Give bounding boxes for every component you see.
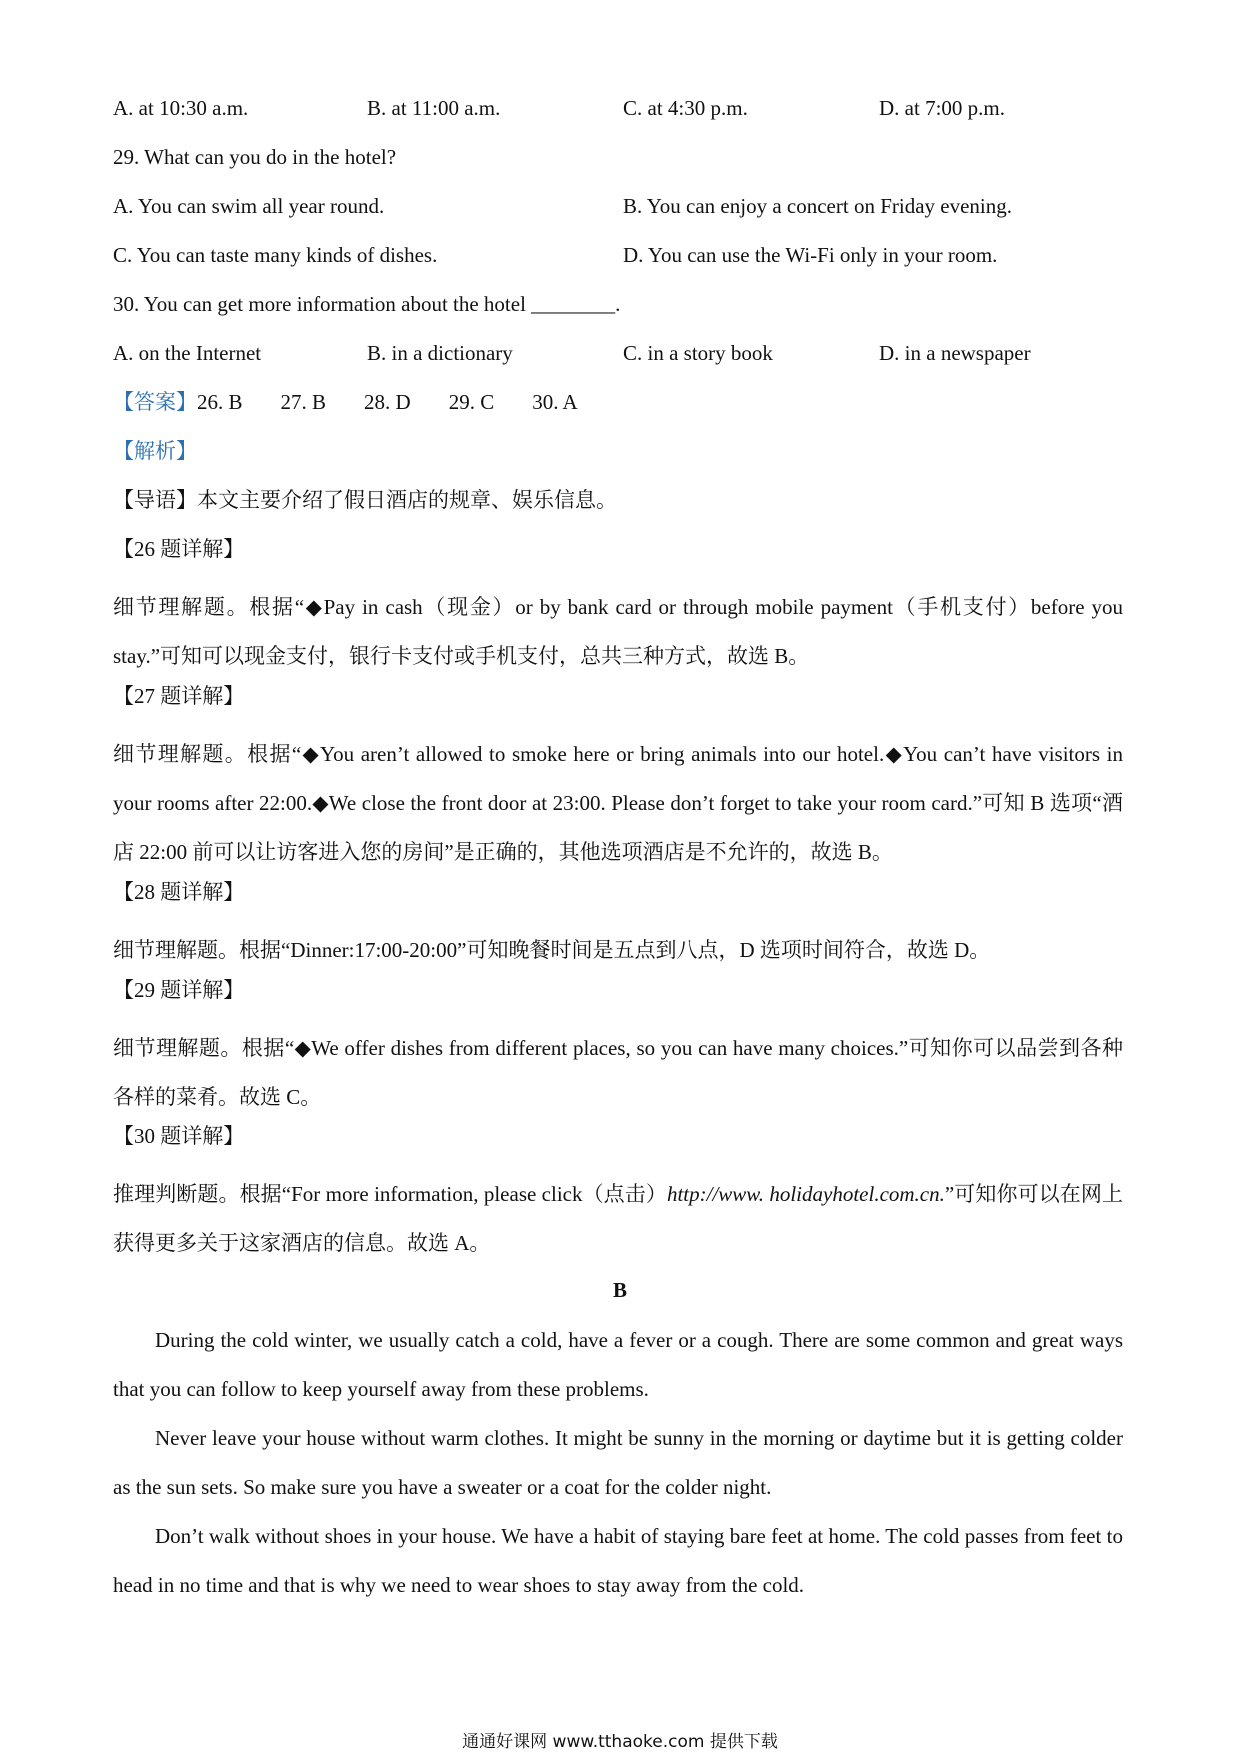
answer-item: 29. C bbox=[448, 390, 495, 414]
answer-item: 30. A bbox=[532, 390, 578, 414]
q28-option-d: D. at 7:00 p.m. bbox=[879, 96, 1005, 120]
detail-27-heading: 【27 题详解】 bbox=[113, 684, 245, 708]
q30-option-c: C. in a story book bbox=[623, 341, 773, 365]
detail-26-heading: 【26 题详解】 bbox=[113, 537, 245, 561]
answer-item: 28. D bbox=[364, 390, 411, 414]
detail-27-text: 细节理解题。根据“◆You aren’t allowed to smoke here or bring animals into our hotel.◆You can’t have visitors in your rooms after 22:00.◆We close the front door at 23:00. Please don’t forget to take your room card.”可知 B 选项“酒店 22:00 前可以让访客进入您的房间”是正确的，其他选项酒店是不允许的，故选 B。 bbox=[113, 742, 1123, 864]
q29-question: 29. What can you do in the hotel? bbox=[113, 145, 397, 169]
q29-option-c: C. You can taste many kinds of dishes. bbox=[113, 243, 438, 267]
guide-text: 【导语】本文主要介绍了假日酒店的规章、娱乐信息。 bbox=[113, 488, 617, 512]
detail-30-text-after: ”可知你可以在网上获得更多关于这家酒店的信息。故选 A。 bbox=[113, 1182, 1123, 1255]
detail-29-heading: 【29 题详解】 bbox=[113, 978, 245, 1002]
q29-option-b: B. You can enjoy a concert on Friday evening. bbox=[623, 194, 1013, 218]
q29-option-d: D. You can use the Wi-Fi only in your room. bbox=[623, 243, 998, 267]
q30-question: 30. You can get more information about the hotel ________. bbox=[113, 292, 621, 316]
q28-option-b: B. at 11:00 a.m. bbox=[367, 96, 501, 120]
section-b-paragraph: Don’t walk without shoes in your house. We have a habit of staying bare feet at home. The cold passes from feet to head in no time and that is why we need to wear shoes to stay away from the cold. bbox=[113, 1524, 1123, 1597]
detail-28-text: 细节理解题。根据“Dinner:17:00-20:00”可知晚餐时间是五点到八点，D 选项时间符合，故选 D。 bbox=[113, 938, 991, 962]
detail-30-heading: 【30 题详解】 bbox=[113, 1124, 245, 1148]
answer-label: 【答案】 bbox=[113, 390, 197, 414]
page-footer: 通通好课网 www.tthaoke.com 提供下载 bbox=[462, 1732, 778, 1752]
answer-item: 27. B bbox=[280, 390, 327, 414]
section-b-paragraph: During the cold winter, we usually catch a cold, have a fever or a cough. There are some common and great ways that you can follow to keep yourself away from these problems. bbox=[113, 1328, 1123, 1401]
q29-option-a: A. You can swim all year round. bbox=[113, 194, 385, 218]
detail-28-heading: 【28 题详解】 bbox=[113, 880, 245, 904]
detail-29-text: 细节理解题。根据“◆We offer dishes from different places, so you can have many choices.”可知你可以品尝到各种各样的菜肴。故选 C。 bbox=[113, 1036, 1123, 1109]
section-b-paragraph: Never leave your house without warm clothes. It might be sunny in the morning or daytime but it is getting colder as the sun sets. So make sure you have a sweater or a coat for the colder night. bbox=[113, 1426, 1123, 1499]
analysis-label: 【解析】 bbox=[113, 439, 197, 463]
detail-30-text bbox=[113, 1170, 1123, 1268]
q28-option-c: C. at 4:30 p.m. bbox=[623, 96, 748, 120]
q30-option-a: A. on the Internet bbox=[113, 341, 262, 365]
section-b-title: B bbox=[612, 1278, 627, 1302]
detail-26-text: 细节理解题。根据“◆Pay in cash（现金）or by bank card or through mobile payment（手机支付）before you stay.”可知可以现金支付，银行卡支付或手机支付，总共三种方式，故选 B。 bbox=[113, 595, 1123, 668]
answer-item: 26. B bbox=[197, 390, 243, 414]
q28-option-a: A. at 10:30 a.m. bbox=[113, 96, 249, 120]
detail-30-text-before: 推理判断题。根据“For more information, please click（点击） bbox=[113, 1182, 667, 1206]
answer-line bbox=[113, 388, 616, 416]
q30-option-d: D. in a newspaper bbox=[879, 341, 1031, 365]
hotel-url: http://www. holidayhotel.com.cn. bbox=[666, 1182, 945, 1206]
q30-option-b: B. in a dictionary bbox=[367, 341, 513, 365]
